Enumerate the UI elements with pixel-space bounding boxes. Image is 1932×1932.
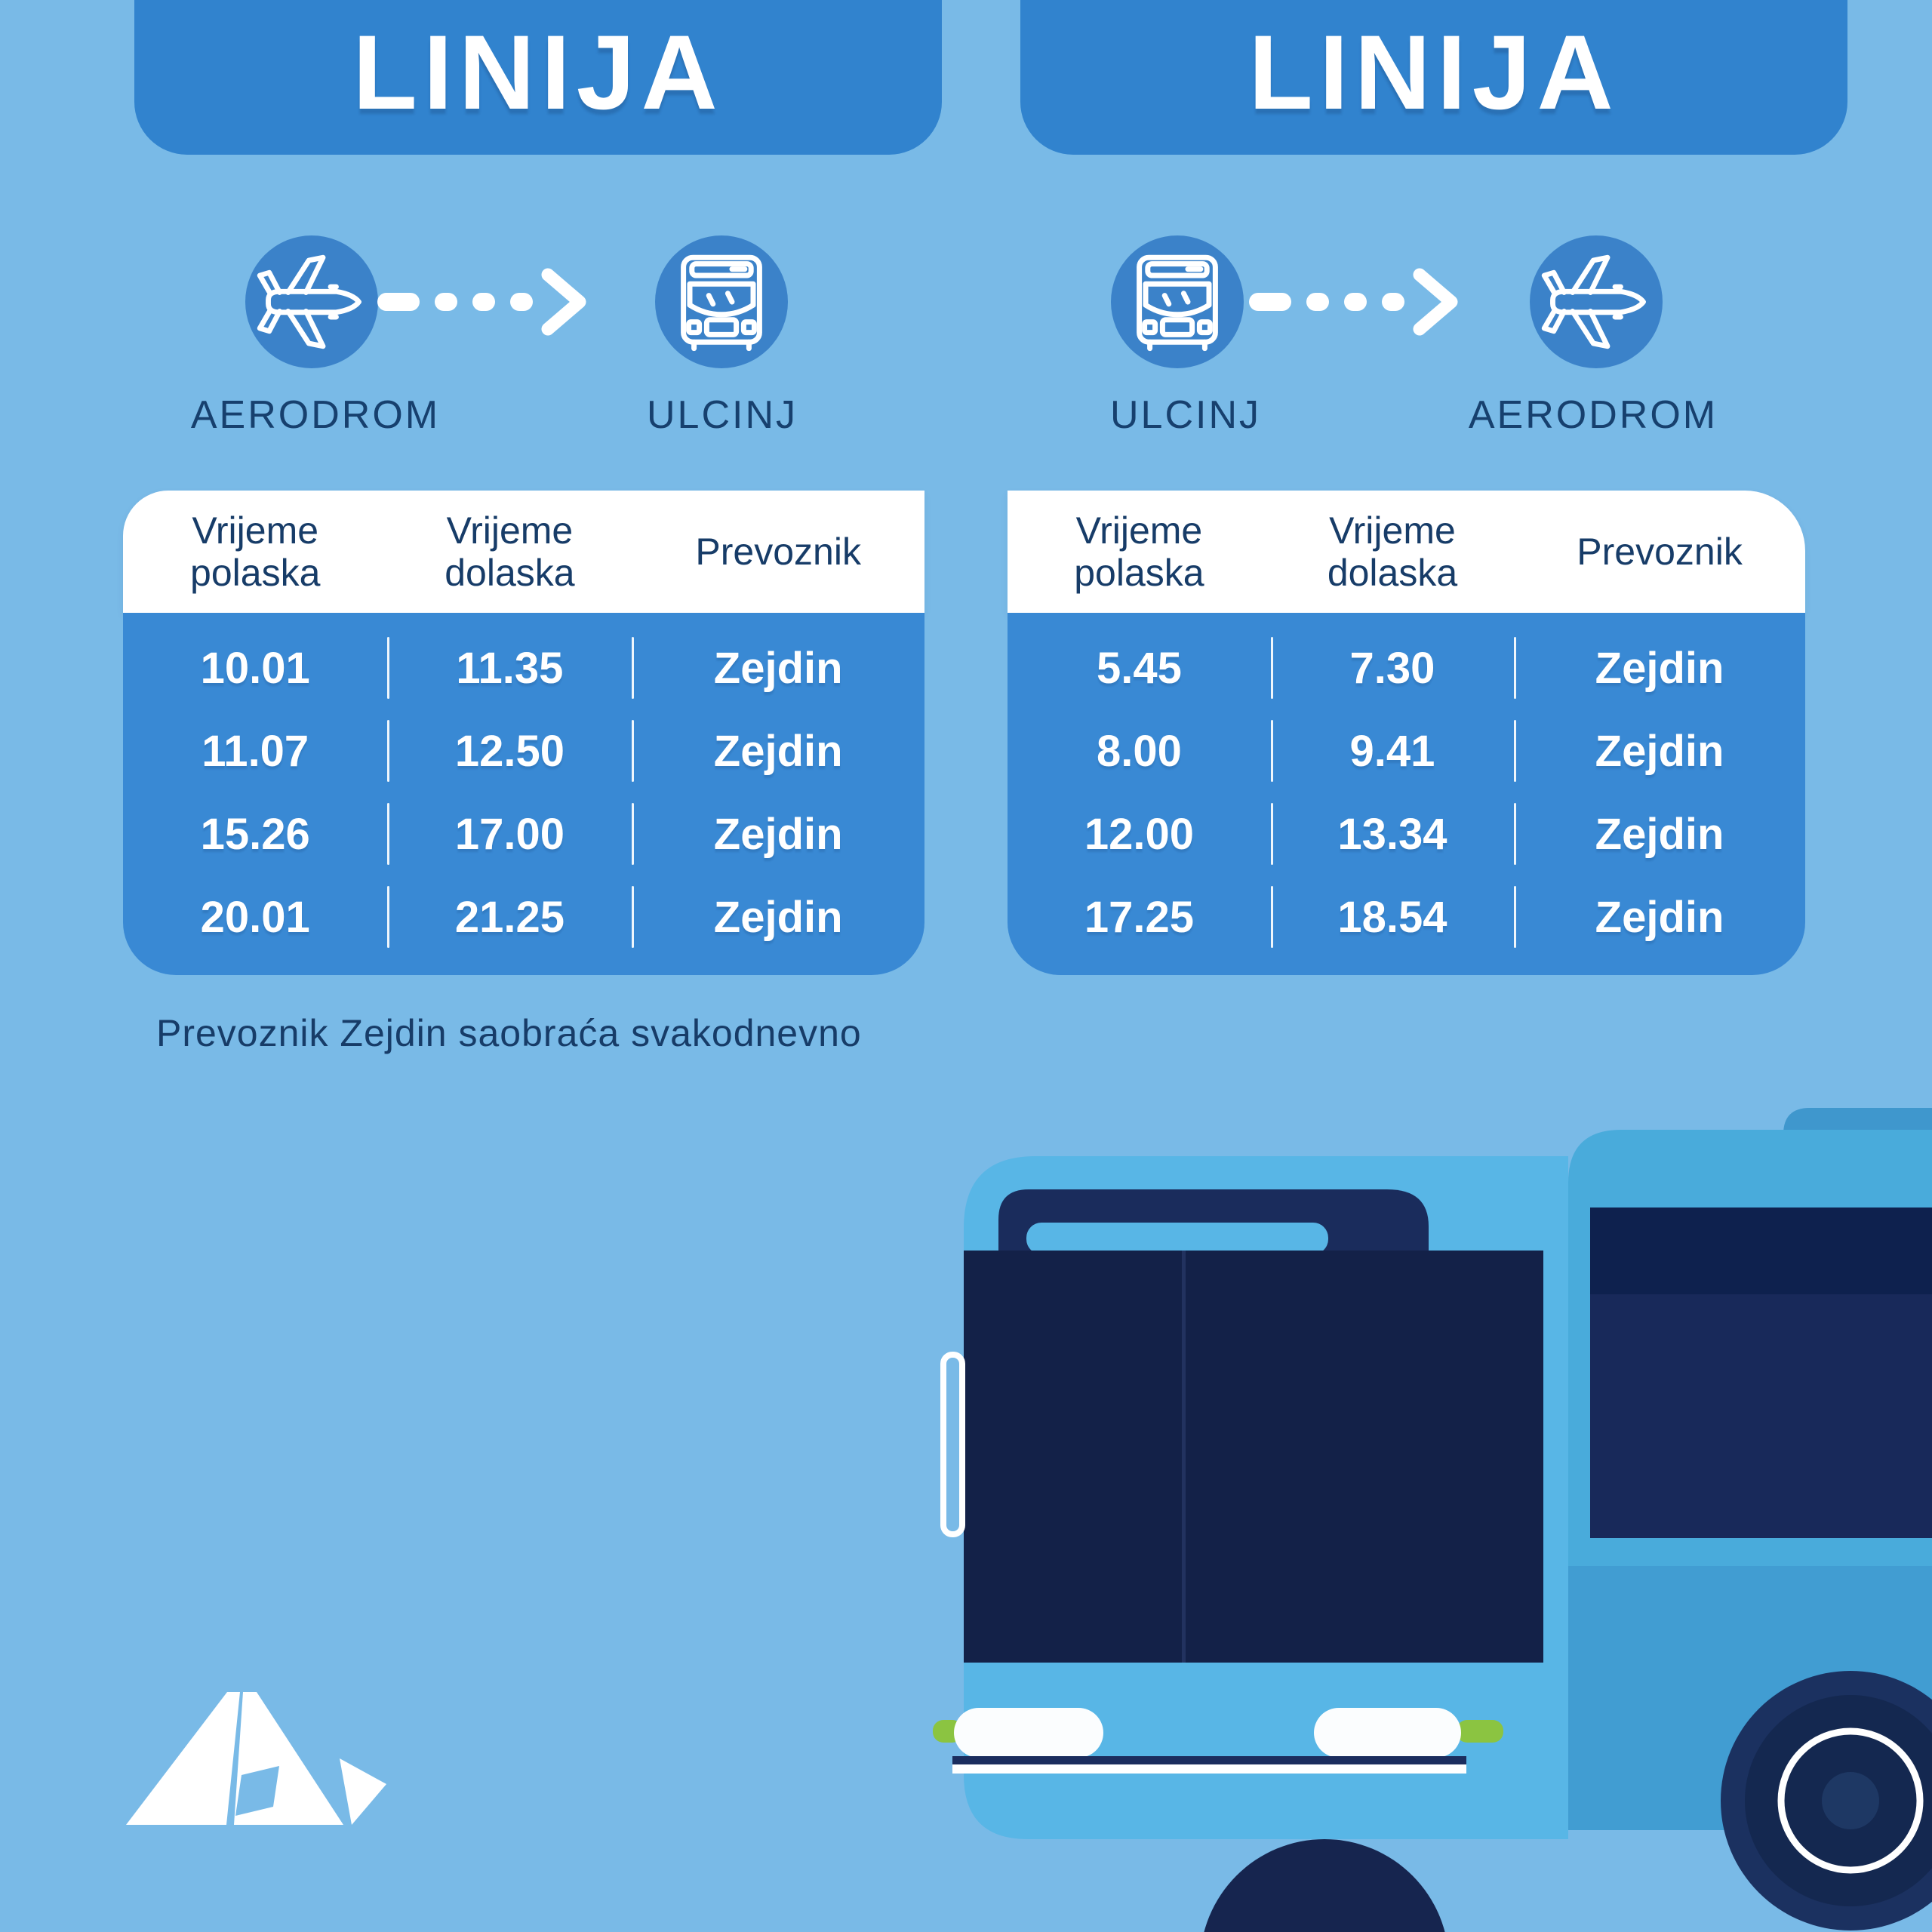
panel-title-left (134, 0, 942, 155)
bus-icon-circle (1111, 235, 1244, 368)
table-row: 5.45 7.30 Zejdin (1008, 626, 1805, 709)
route-from-label-right: ULCINJ (1109, 393, 1262, 437)
panel-title-right-text: LINIJA (1248, 13, 1620, 131)
timetable-ulcinj-to-aerodrom (1008, 491, 1805, 975)
route-to-label-right: AERODROM (1468, 393, 1718, 437)
carrier-note: Prevoznik Zejdin saobraća svakodnevno (156, 1012, 862, 1054)
table-row: 15.26 17.00 Zejdin (123, 792, 924, 875)
plane-icon-circle (245, 235, 378, 368)
panel-title-left-text: LINIJA (352, 13, 724, 131)
airport-logo-icon (113, 1679, 400, 1838)
table-header: Vrijeme polaska Vrijeme dolaska Prevoznik (123, 491, 924, 613)
table-row: 17.25 18.54 Zejdin (1008, 875, 1805, 958)
panel-title-right (1020, 0, 1847, 155)
table-row: 20.01 21.25 Zejdin (123, 875, 924, 958)
plane-icon (255, 245, 368, 358)
table-body (123, 613, 924, 975)
arrow-right-icon (1249, 268, 1468, 336)
bus-icon-circle (655, 235, 788, 368)
route-from-label-left: AERODROM (190, 393, 441, 437)
arrow-right-icon (377, 268, 596, 336)
table-row: 8.00 9.41 Zejdin (1008, 709, 1805, 792)
table-header: Vrijeme polaska Vrijeme dolaska Prevoznik (1008, 491, 1805, 613)
table-row: 10.01 11.35 Zejdin (123, 626, 924, 709)
table-body (1008, 613, 1805, 975)
table-row: 11.07 12.50 Zejdin (123, 709, 924, 792)
bus-icon (669, 249, 774, 355)
plane-icon-circle (1530, 235, 1663, 368)
table-row: 12.00 13.34 Zejdin (1008, 792, 1805, 875)
bus-illustration (717, 1079, 1932, 1932)
bus-icon (1124, 249, 1230, 355)
plane-icon (1540, 245, 1653, 358)
route-to-label-left: ULCINJ (646, 393, 798, 437)
timetable-aerodrom-to-ulcinj (123, 491, 924, 975)
